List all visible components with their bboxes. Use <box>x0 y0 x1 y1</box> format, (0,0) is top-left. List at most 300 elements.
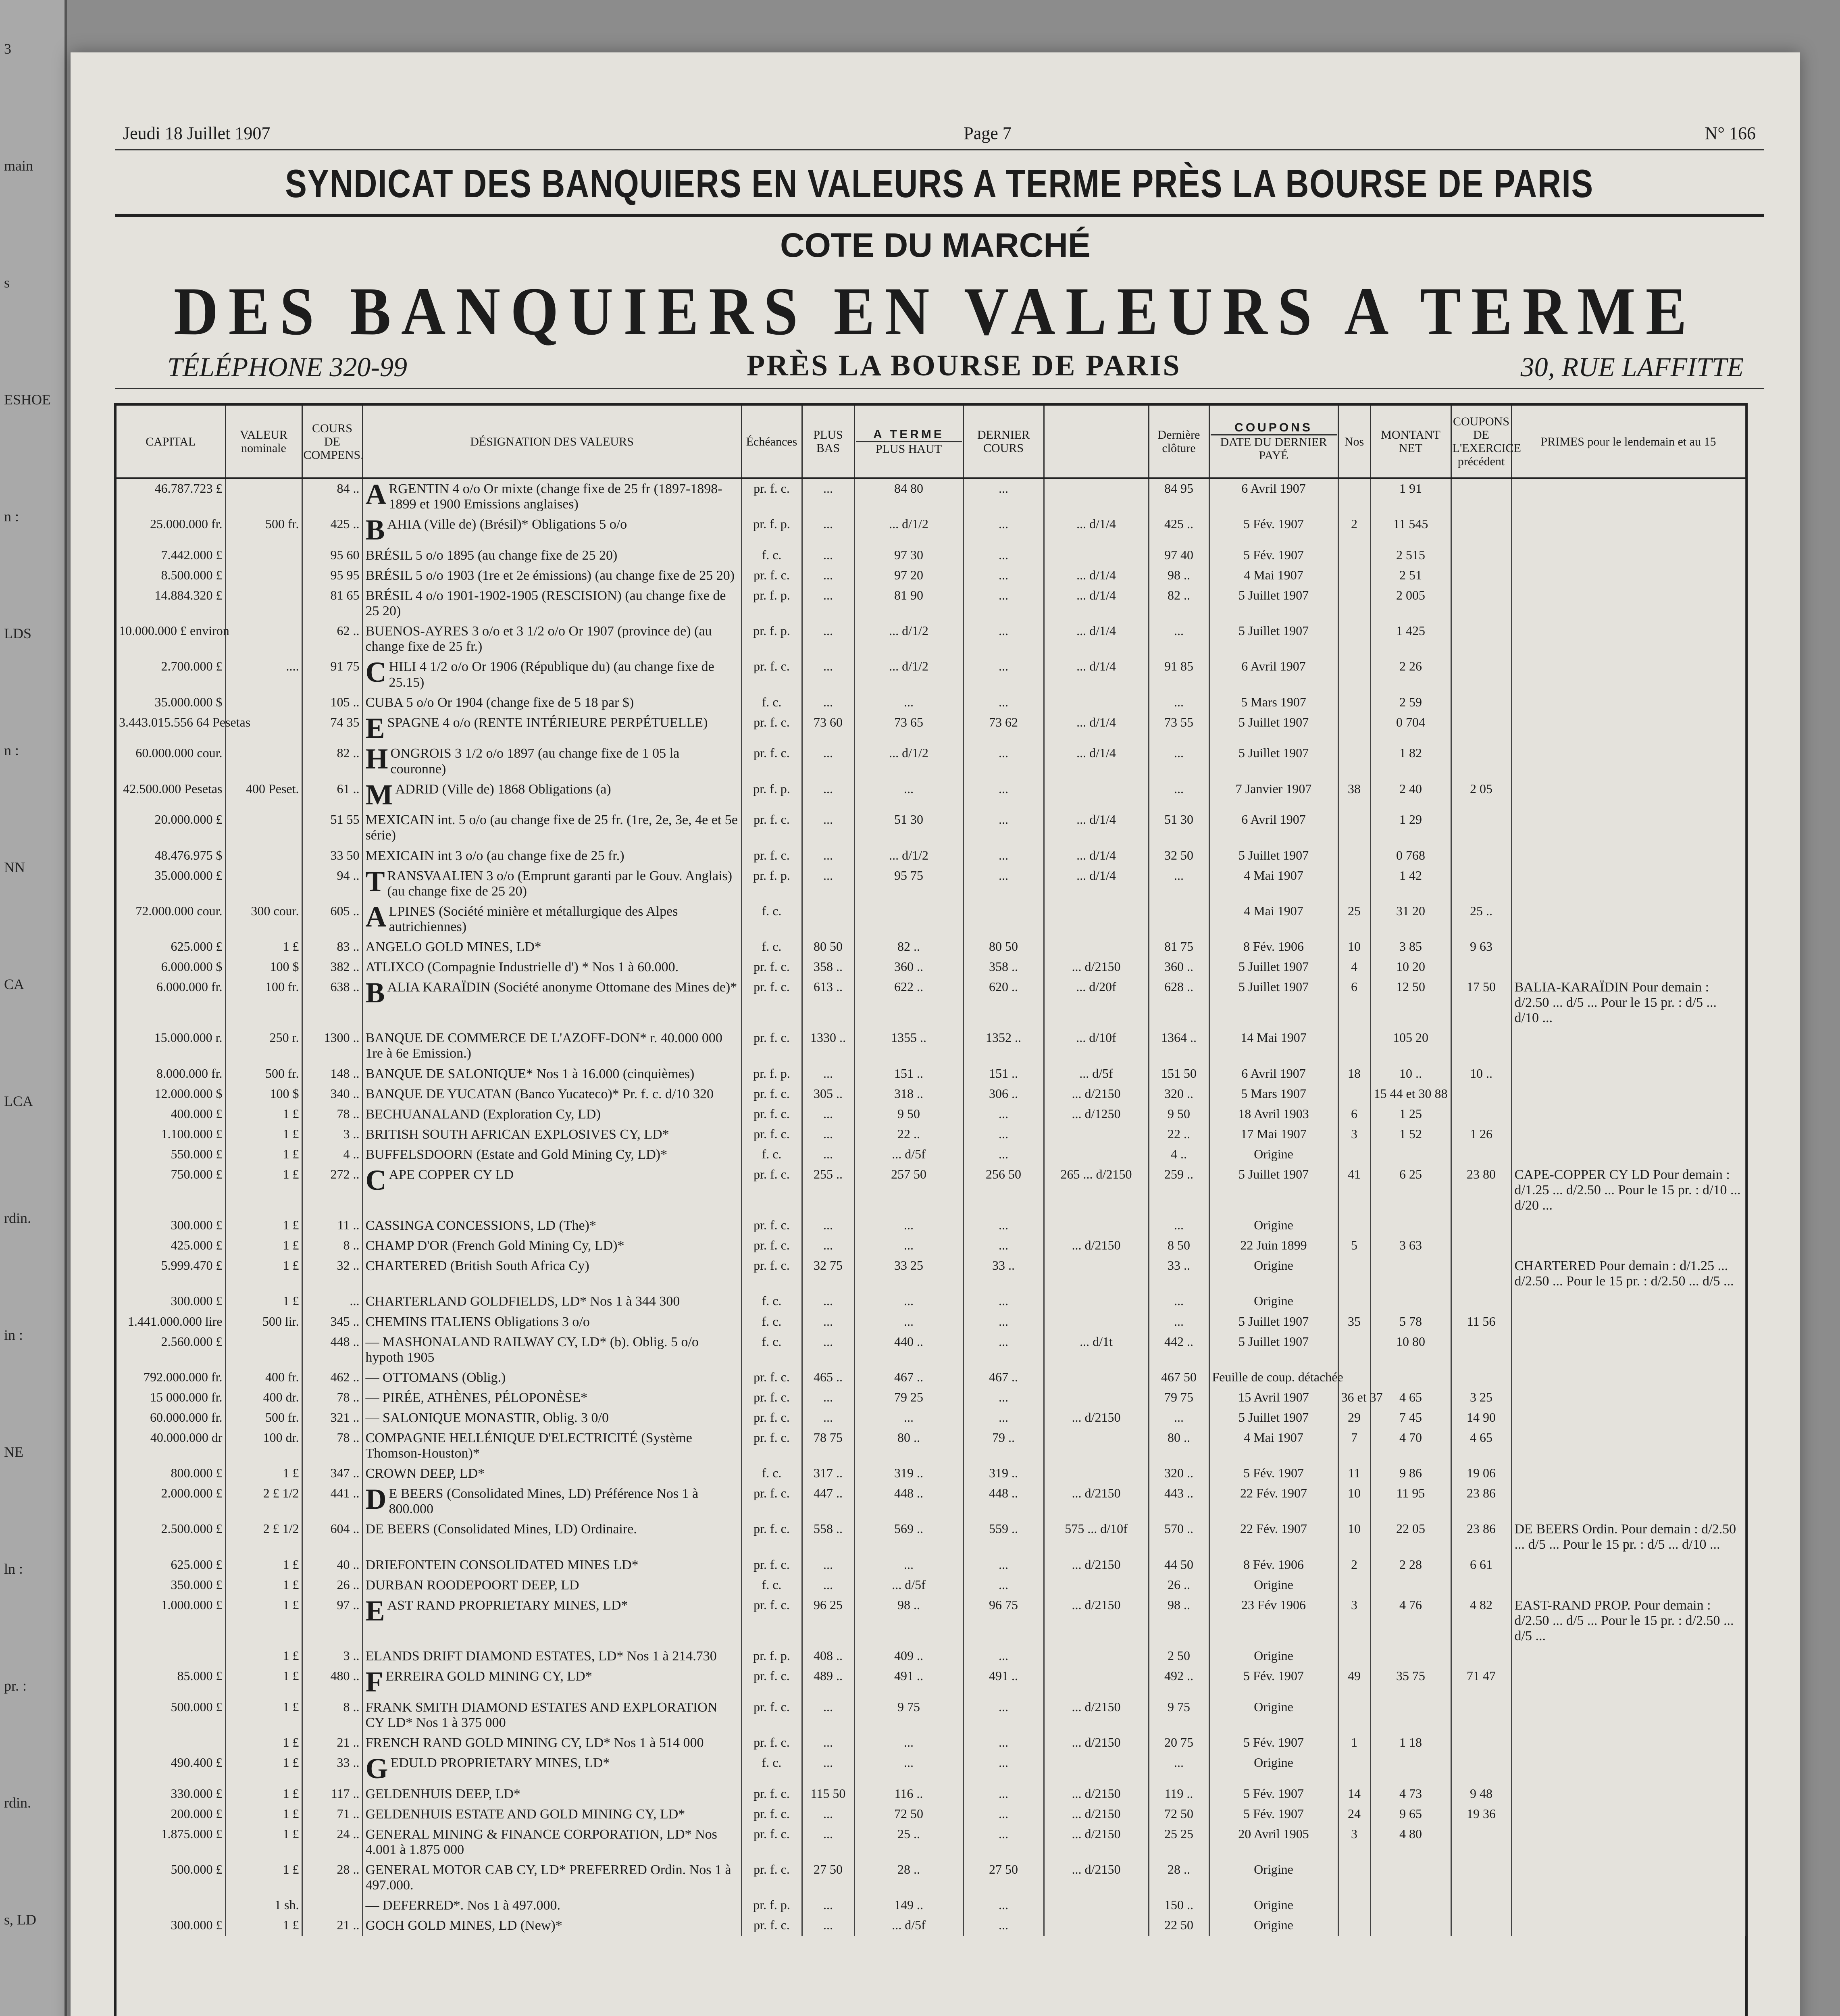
cell-date: 6 Avril 1907 <box>1209 1064 1338 1084</box>
cell-haut: 491 .. <box>854 1666 963 1697</box>
cell-mt: 4 80 <box>1370 1824 1451 1860</box>
cell-nom: 100 $ <box>225 957 302 977</box>
cell-cap: 85.000 £ <box>117 1666 225 1697</box>
table-row <box>117 1165 1745 1216</box>
cell-clot: 467 50 <box>1149 1368 1209 1388</box>
table-row <box>117 546 1745 566</box>
cell-bas: 489 .. <box>802 1666 854 1697</box>
designation-text: — SALONIQUE MONASTIR, Oblig. 3 0/0 <box>365 1410 609 1425</box>
cell-prime <box>1511 566 1745 586</box>
cell-cap: 2.000.000 £ <box>117 1484 225 1519</box>
cell-mt <box>1370 1256 1451 1291</box>
cell-nom: 1 £ <box>225 1464 302 1484</box>
cell-bas: ... <box>802 744 854 779</box>
col-cours: COURS DE COMPENS. <box>302 406 362 478</box>
cell-pr <box>1044 1216 1149 1236</box>
cell-bas: ... <box>802 1145 854 1165</box>
cell-prime <box>1511 957 1745 977</box>
cell-des <box>362 546 741 566</box>
table-row <box>117 957 1745 977</box>
cell-mt: 9 86 <box>1370 1464 1451 1484</box>
cell-pr: ... d/2150 <box>1044 1408 1149 1428</box>
cell-bas: ... <box>802 1575 854 1595</box>
cell-pr <box>1044 478 1149 514</box>
cell-prec <box>1451 1824 1511 1860</box>
cell-prime <box>1511 1860 1745 1895</box>
cell-date: 22 Juin 1899 <box>1209 1236 1338 1256</box>
cell-clot: 98 .. <box>1149 1595 1209 1646</box>
table-row <box>117 1125 1745 1145</box>
cell-clot: 80 .. <box>1149 1428 1209 1464</box>
cell-no <box>1338 1084 1370 1104</box>
cell-clot: 9 75 <box>1149 1697 1209 1733</box>
cell-haut: 97 20 <box>854 566 963 586</box>
cell-clot: 81 75 <box>1149 937 1209 957</box>
cell-prec: 17 50 <box>1451 977 1511 1028</box>
cell-bas: ... <box>802 1064 854 1084</box>
cell-der: 151 .. <box>963 1064 1044 1084</box>
cell-prime <box>1511 846 1745 866</box>
cell-clot: 82 .. <box>1149 586 1209 621</box>
cell-ech: pr. f. c. <box>741 1165 802 1216</box>
cell-des <box>362 1332 741 1368</box>
cell-prec <box>1451 566 1511 586</box>
cell-des <box>362 1165 741 1216</box>
initial-letter: E <box>365 712 385 744</box>
cell-cap: 750.000 £ <box>117 1165 225 1216</box>
cell-bas: 96 25 <box>802 1595 854 1646</box>
cell-der: ... <box>963 1895 1044 1916</box>
cell-cap: 2.700.000 £ <box>117 657 225 692</box>
cell-ech: f. c. <box>741 693 802 713</box>
cell-der: ... <box>963 1236 1044 1256</box>
cell-cap: 800.000 £ <box>117 1464 225 1484</box>
cell-ech: pr. f. c. <box>741 1104 802 1125</box>
cell-mt: 4 70 <box>1370 1428 1451 1464</box>
cell-cap: 500.000 £ <box>117 1860 225 1895</box>
cell-pr <box>1044 1464 1149 1484</box>
cell-pr <box>1044 1388 1149 1408</box>
cell-cc: 97 .. <box>302 1595 362 1646</box>
cell-haut: 79 25 <box>854 1388 963 1408</box>
cell-pr: ... d/1/4 <box>1044 744 1149 779</box>
cell-date: 6 Avril 1907 <box>1209 478 1338 514</box>
cell-der: ... <box>963 1646 1044 1666</box>
cell-cc: 82 .. <box>302 744 362 779</box>
edge-fragment: in : <box>4 1327 23 1343</box>
designation-text: ATLIXCO (Compagnie Industrielle d') * Nos 1 à 60.000. <box>365 960 679 975</box>
cell-haut: 82 .. <box>854 937 963 957</box>
cell-des <box>362 1125 741 1145</box>
cell-prec: 1 26 <box>1451 1125 1511 1145</box>
cell-der: ... <box>963 546 1044 566</box>
table-row <box>117 1575 1745 1595</box>
cell-cap: 5.999.470 £ <box>117 1256 225 1291</box>
cell-cc: 91 75 <box>302 657 362 692</box>
cell-haut: 569 .. <box>854 1519 963 1555</box>
cell-prec <box>1451 1895 1511 1916</box>
cell-nom: 1 £ <box>225 1555 302 1575</box>
cell-pr <box>1044 937 1149 957</box>
cell-prec <box>1451 744 1511 779</box>
cell-prec <box>1451 1256 1511 1291</box>
cell-cc: 11 .. <box>302 1216 362 1236</box>
cell-cap: 42.500.000 Pesetas <box>117 779 225 810</box>
cell-date: 4 Mai 1907 <box>1209 566 1338 586</box>
cell-prime <box>1511 1804 1745 1824</box>
cell-mt <box>1370 1646 1451 1666</box>
cell-haut: 1355 .. <box>854 1028 963 1064</box>
cell-prime <box>1511 1733 1745 1753</box>
initial-letter: M <box>365 778 393 811</box>
cell-cc: 1300 .. <box>302 1028 362 1064</box>
cell-cap <box>117 1895 225 1916</box>
cell-prec <box>1451 546 1511 566</box>
cell-prec: 4 82 <box>1451 1595 1511 1646</box>
cell-cap: 625.000 £ <box>117 937 225 957</box>
cell-des <box>362 846 741 866</box>
cell-prime <box>1511 713 1745 744</box>
cell-cap: 490.400 £ <box>117 1753 225 1784</box>
designation-text: — OTTOMANS (Oblig.) <box>365 1370 506 1385</box>
cell-nom: 100 $ <box>225 1084 302 1104</box>
cell-bas: 78 75 <box>802 1428 854 1464</box>
designation-text: ELANDS DRIFT DIAMOND ESTATES, LD* Nos 1 à 214.730 <box>365 1648 717 1664</box>
cell-haut: ... <box>854 1236 963 1256</box>
cell-clot: 26 .. <box>1149 1575 1209 1595</box>
cell-pr: ... d/2150 <box>1044 1236 1149 1256</box>
cell-pr: ... d/1/4 <box>1044 846 1149 866</box>
designation-text: GELDENHUIS ESTATE AND GOLD MINING CY, LD* <box>365 1806 685 1822</box>
cell-date: Origine <box>1209 1753 1338 1784</box>
cell-prec <box>1451 1860 1511 1895</box>
cell-des <box>362 866 741 902</box>
cell-haut: ... <box>854 1753 963 1784</box>
cell-nom: .... <box>225 657 302 692</box>
designation-text: DRIEFONTEIN CONSOLIDATED MINES LD* <box>365 1557 639 1572</box>
cell-cc: 340 .. <box>302 1084 362 1104</box>
designation-text: BUENOS-AYRES 3 o/o et 3 1/2 o/o Or 1907 (province de) (au change fixe de 25 fr.) <box>365 624 712 654</box>
cell-prec <box>1451 1697 1511 1733</box>
cell-no: 1 <box>1338 1733 1370 1753</box>
cell-pr: ... d/2150 <box>1044 1555 1149 1575</box>
cell-nom: 1 £ <box>225 1104 302 1125</box>
cell-haut: 151 .. <box>854 1064 963 1084</box>
cell-prec <box>1451 657 1511 692</box>
cell-prime: CAPE-COPPER CY LD Pour demain : d/1.25 ... d/2.50 ... Pour le 15 pr. : d/10 ... d/20 ... <box>1511 1165 1745 1216</box>
cell-no: 35 <box>1338 1312 1370 1332</box>
cell-der: 319 .. <box>963 1464 1044 1484</box>
cell-bas: ... <box>802 1216 854 1236</box>
cell-haut: ... <box>854 1408 963 1428</box>
cell-clot: ... <box>1149 1408 1209 1428</box>
cell-prime <box>1511 1291 1745 1312</box>
cell-nom: 2 £ 1/2 <box>225 1484 302 1519</box>
cell-prime: BALIA-KARAÏDIN Pour demain : d/2.50 ... d/5 ... Pour le 15 pr. : d/5 ... d/10 ... <box>1511 977 1745 1028</box>
cell-pr: ... d/1/4 <box>1044 866 1149 902</box>
initial-letter: B <box>365 514 385 546</box>
cell-ech: pr. f. c. <box>741 1428 802 1464</box>
edge-fragment: n : <box>4 508 19 525</box>
edge-fragment: ESHOE <box>4 392 51 408</box>
cell-des <box>362 621 741 657</box>
cell-cap: 1.875.000 £ <box>117 1824 225 1860</box>
designation-text: COMPAGNIE HELLÉNIQUE D'ELECTRICITÉ (Système Thomson-Houston)* <box>365 1430 692 1461</box>
cell-cc: 95 95 <box>302 566 362 586</box>
cell-haut: 318 .. <box>854 1084 963 1104</box>
cell-mt: 1 29 <box>1370 810 1451 846</box>
designation-text: BRÉSIL 5 o/o 1903 (1re et 2e émissions) (au change fixe de 25 20) <box>365 568 735 583</box>
cell-clot: 320 .. <box>1149 1084 1209 1104</box>
cell-des <box>362 744 741 779</box>
cell-date: 8 Fév. 1906 <box>1209 937 1338 957</box>
cell-clot: ... <box>1149 621 1209 657</box>
cell-haut: ... <box>854 693 963 713</box>
cell-mt: 7 45 <box>1370 1408 1451 1428</box>
edge-fragment: NE <box>4 1444 23 1460</box>
cell-der: 79 .. <box>963 1428 1044 1464</box>
cell-bas: ... <box>802 621 854 657</box>
cell-no: 5 <box>1338 1236 1370 1256</box>
cell-haut: ... <box>854 1291 963 1312</box>
cell-prime <box>1511 546 1745 566</box>
cell-prec: 9 63 <box>1451 937 1511 957</box>
cell-der: ... <box>963 621 1044 657</box>
table-row <box>117 1646 1745 1666</box>
cell-no: 14 <box>1338 1784 1370 1804</box>
table-row <box>117 1733 1745 1753</box>
cell-nom: 1 £ <box>225 1753 302 1784</box>
designation-text: BRÉSIL 5 o/o 1895 (au change fixe de 25 20) <box>365 548 618 563</box>
cell-no: 6 <box>1338 1104 1370 1125</box>
cell-no: 7 <box>1338 1428 1370 1464</box>
cell-clot: 72 50 <box>1149 1804 1209 1824</box>
date-paye-label: DATE DU DERNIER PAYÉ <box>1220 435 1327 462</box>
cell-date: 5 Fév. 1907 <box>1209 1666 1338 1697</box>
cell-prec: 2 05 <box>1451 779 1511 810</box>
cell-no: 18 <box>1338 1064 1370 1084</box>
cell-haut: 319 .. <box>854 1464 963 1484</box>
cell-nom: 1 £ <box>225 937 302 957</box>
table-row <box>117 657 1745 692</box>
table-row <box>117 1555 1745 1575</box>
cell-haut: ... d/5f <box>854 1145 963 1165</box>
cell-clot: ... <box>1149 1312 1209 1332</box>
table-row <box>117 1697 1745 1733</box>
cell-cc: 33 50 <box>302 846 362 866</box>
cell-bas: 115 50 <box>802 1784 854 1804</box>
cell-date: 17 Mai 1907 <box>1209 1125 1338 1145</box>
cell-ech: pr. f. c. <box>741 1916 802 1936</box>
quotes-table-frame <box>114 403 1748 2016</box>
cell-prec <box>1451 1104 1511 1125</box>
cell-der: ... <box>963 1291 1044 1312</box>
cell-ech: f. c. <box>741 1753 802 1784</box>
cell-cap: 46.787.723 £ <box>117 478 225 514</box>
designation-text: RANSVAALIEN 3 o/o (Emprunt garanti par le Gouv. Anglais) (au change fixe de 25 20) <box>387 868 733 899</box>
cell-date: Origine <box>1209 1646 1338 1666</box>
cell-date: 5 Juillet 1907 <box>1209 957 1338 977</box>
cell-prime <box>1511 1464 1745 1484</box>
cell-cc: 347 .. <box>302 1464 362 1484</box>
title-rule <box>115 388 1764 389</box>
cell-ech: pr. f. c. <box>741 1408 802 1428</box>
address: 30, RUE LAFFITTE <box>1520 352 1744 382</box>
cell-des <box>362 1916 741 1936</box>
cell-pr <box>1044 1428 1149 1464</box>
cell-bas: 465 .. <box>802 1368 854 1388</box>
table-row <box>117 1916 1745 1936</box>
cell-prime <box>1511 1575 1745 1595</box>
cell-mt <box>1370 1575 1451 1595</box>
cell-des <box>362 657 741 692</box>
cell-der: ... <box>963 586 1044 621</box>
cell-cc: 94 .. <box>302 866 362 902</box>
cell-cap: 425.000 £ <box>117 1236 225 1256</box>
cell-cap: 35.000.000 $ <box>117 693 225 713</box>
cell-bas: ... <box>802 586 854 621</box>
designation-text: CHARTERED (British South Africa Cy) <box>365 1258 589 1274</box>
cell-cap: 550.000 £ <box>117 1145 225 1165</box>
cell-pr: ... d/2150 <box>1044 1733 1149 1753</box>
cell-des <box>362 1575 741 1595</box>
cell-clot: 8 50 <box>1149 1236 1209 1256</box>
cell-date: Origine <box>1209 1256 1338 1291</box>
cell-haut: 97 30 <box>854 546 963 566</box>
cell-clot: 73 55 <box>1149 713 1209 744</box>
cell-ech: pr. f. p. <box>741 621 802 657</box>
cell-cap: 48.476.975 $ <box>117 846 225 866</box>
plus-haut-label: PLUS HAUT <box>875 442 942 456</box>
table-row <box>117 1784 1745 1804</box>
cell-cc: 638 .. <box>302 977 362 1028</box>
cell-prec: 11 56 <box>1451 1312 1511 1332</box>
cell-no: 4 <box>1338 957 1370 977</box>
cell-ech: pr. f. c. <box>741 810 802 846</box>
cell-ech: pr. f. c. <box>741 478 802 514</box>
cell-prec: 19 06 <box>1451 1464 1511 1484</box>
cell-mt: 105 20 <box>1370 1028 1451 1064</box>
cell-prec: 25 .. <box>1451 902 1511 937</box>
designation-text: CHEMINS ITALIENS Obligations 3 o/o <box>365 1314 590 1329</box>
cell-pr <box>1044 1291 1149 1312</box>
cell-mt: 2 51 <box>1370 566 1451 586</box>
cell-ech: f. c. <box>741 1332 802 1368</box>
cell-des <box>362 1484 741 1519</box>
cell-no <box>1338 1028 1370 1064</box>
cell-bas: 255 .. <box>802 1165 854 1216</box>
table-row <box>117 1753 1745 1784</box>
cell-ech: pr. f. c. <box>741 1804 802 1824</box>
cell-prec <box>1451 1236 1511 1256</box>
cell-date: 5 Juillet 1907 <box>1209 713 1338 744</box>
table-row <box>117 977 1745 1028</box>
cell-der: ... <box>963 1104 1044 1125</box>
designation-text: BRITISH SOUTH AFRICAN EXPLOSIVES CY, LD* <box>365 1127 669 1142</box>
cell-prec <box>1451 693 1511 713</box>
cell-clot: 25 25 <box>1149 1824 1209 1860</box>
designation-text: AHIA (Ville de) (Brésil)* Obligations 5 o/o <box>387 517 627 532</box>
table-row <box>117 1428 1745 1464</box>
cell-prec: 3 25 <box>1451 1388 1511 1408</box>
cell-no <box>1338 1753 1370 1784</box>
cell-prec: 10 .. <box>1451 1064 1511 1084</box>
designation-text: CHAMP D'OR (French Gold Mining Cy, LD)* <box>365 1238 624 1254</box>
cell-pr: ... d/1/4 <box>1044 810 1149 846</box>
designation-text: CROWN DEEP, LD* <box>365 1466 485 1481</box>
cell-mt: 4 65 <box>1370 1388 1451 1408</box>
cell-des <box>362 1860 741 1895</box>
cell-der: ... <box>963 1312 1044 1332</box>
cell-date: Origine <box>1209 1216 1338 1236</box>
cell-bas: ... <box>802 1697 854 1733</box>
cell-clot: ... <box>1149 779 1209 810</box>
designation-text: — MASHONALAND RAILWAY CY, LD* (b). Oblig. 5 o/o hypoth 1905 <box>365 1334 699 1365</box>
cell-cap: 15 000.000 fr. <box>117 1388 225 1408</box>
col-dernier: DERNIER COURS <box>963 406 1044 478</box>
cell-mt: 10 .. <box>1370 1064 1451 1084</box>
cell-clot: 79 75 <box>1149 1388 1209 1408</box>
cell-ech: pr. f. c. <box>741 1216 802 1236</box>
initial-letter: H <box>365 743 388 775</box>
cell-nom: 400 dr. <box>225 1388 302 1408</box>
cell-cc: 105 .. <box>302 693 362 713</box>
initial-letter: G <box>365 1752 388 1785</box>
cell-der: ... <box>963 1733 1044 1753</box>
cell-no: 6 <box>1338 977 1370 1028</box>
cell-cap: 8.500.000 £ <box>117 566 225 586</box>
cell-prec <box>1451 1753 1511 1784</box>
table-row <box>117 1666 1745 1697</box>
a-terme-header: A TERME <box>856 428 962 442</box>
cell-prime <box>1511 1916 1745 1936</box>
cell-nom <box>225 566 302 586</box>
table-row <box>117 846 1745 866</box>
cell-haut: 84 80 <box>854 478 963 514</box>
cell-pr <box>1044 1753 1149 1784</box>
cell-cc: 40 .. <box>302 1555 362 1575</box>
cell-nom: 1 £ <box>225 1236 302 1256</box>
col-coupons-prec: COUPONS DE L'EXERCICE précédent <box>1451 406 1511 478</box>
cote-title: COTE DU MARCHÉ <box>780 226 1091 264</box>
cell-prec <box>1451 1291 1511 1312</box>
cell-cap: 40.000.000 dr <box>117 1428 225 1464</box>
cell-prime <box>1511 1064 1745 1084</box>
cell-mt <box>1370 1216 1451 1236</box>
cell-cc: 117 .. <box>302 1784 362 1804</box>
cell-bas: ... <box>802 1332 854 1368</box>
cell-ech: pr. f. c. <box>741 713 802 744</box>
cell-date: 6 Avril 1907 <box>1209 810 1338 846</box>
initial-letter: C <box>365 1164 387 1196</box>
cell-bas: ... <box>802 1408 854 1428</box>
cell-ech: pr. f. c. <box>741 744 802 779</box>
cell-cc: 3 .. <box>302 1125 362 1145</box>
cell-no <box>1338 621 1370 657</box>
cell-bas: 1330 .. <box>802 1028 854 1064</box>
cell-mt: 2 40 <box>1370 779 1451 810</box>
cell-pr: ... d/1/4 <box>1044 657 1149 692</box>
cell-nom: 1 £ <box>225 1824 302 1860</box>
cell-prime <box>1511 937 1745 957</box>
cell-pr: ... d/2150 <box>1044 1824 1149 1860</box>
cell-mt <box>1370 1291 1451 1312</box>
table-row <box>117 1595 1745 1646</box>
cell-der: 491 .. <box>963 1666 1044 1697</box>
cell-des <box>362 902 741 937</box>
cell-des <box>362 1368 741 1388</box>
cell-ech: pr. f. c. <box>741 1028 802 1064</box>
